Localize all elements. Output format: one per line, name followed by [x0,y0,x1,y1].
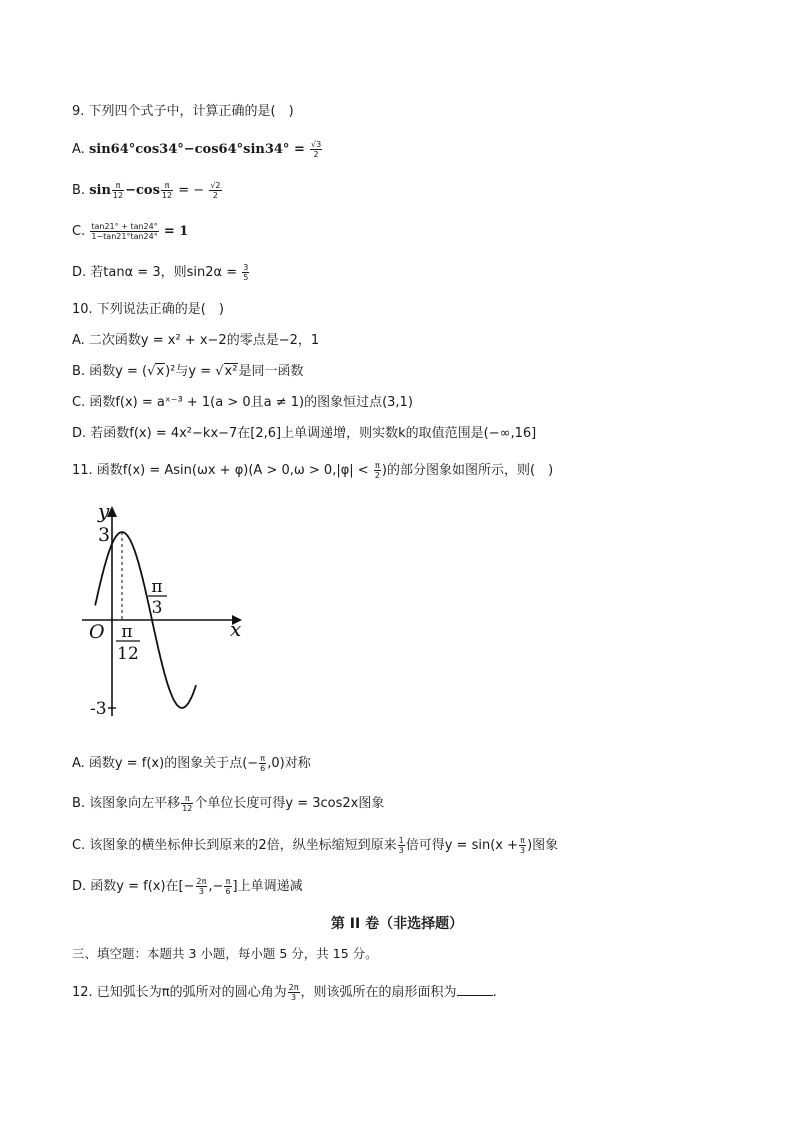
origin-label: O [89,621,105,643]
tick-pi12-den: 12 [117,644,139,664]
q11-option-c: C. 该图象的横坐标伸长到原来的2倍，纵坐标缩短到原来 $\frac{1}{3}$ 倍可得y = sin(x + $\frac{\pi}{3}$ )图象 [72,836,559,855]
q10-option-a: A. 二次函数y = x² + x−2的零点是−2，1 [72,333,320,348]
y-axis-label: y [98,500,110,523]
answer-blank[interactable] [457,983,493,996]
sine-graph-svg [78,500,258,725]
section-title: 第 II 卷（非选择题） [330,916,464,932]
q9-option-b: B. sin $\frac{\pi}{12}$ −cos $\frac{\pi}{12}$ = − $\frac{√2}{2}$ [72,181,221,200]
max-label: 3 [98,524,111,546]
q10-option-b: B. 函数y = (√x)²与y = √x²是同一函数 [72,364,304,379]
tick-pi12-num: π [121,622,133,642]
tick-pi3-den: 3 [151,598,163,618]
sine-graph-figure [78,500,258,729]
part3-header: 三、填空题：本题共 3 小题，每小题 5 分，共 15 分。 [72,946,378,961]
tick-pi3-num: π [151,577,163,597]
x-axis-label: x [230,617,242,641]
q11-option-a: A. 函数y = f(x)的图象关于点(− $\frac{\pi}{6}$ ,0)对称 [72,754,311,773]
q9-option-a: A. sin64°cos34°−cos64°sin34° = $\frac{√3}{2}$ [72,140,322,159]
q10-option-c: C. 函数f(x) = aˣ⁻³ + 1(a > 0且a ≠ 1)的图象恒过点(3,1) [72,395,413,410]
q10-stem: 10. 下列说法正确的是( ) [72,302,224,317]
q11-option-b: B. 该图象向左平移 $\frac{\pi}{12}$ 个单位长度可得y = 3cos2x图象 [72,794,385,813]
q9-option-d: D. 若tanα = 3，则sin2α = $\frac{3}{5}$ [72,263,249,282]
q10-option-d: D. 若函数f(x) = 4x²−kx−7在[2,6]上单调递增，则实数k的取值范围是(−∞,16] [72,426,537,441]
min-label: -3 [90,699,107,719]
q9-stem: 9. 下列四个式子中，计算正确的是( ) [72,104,294,119]
q11-option-d: D. 函数y = f(x)在[− $\frac{2\pi}{3}$ ,− $\frac{\pi}{6}$ ]上单调递减 [72,877,303,896]
q9-option-c: C. $\frac{\tan 21^\circ + \tan 24^\circ}{1-\tan 21^\circ\tan 24^\circ}$ = 1 [72,222,189,241]
q12-stem: 12. 已知弧长为π的弧所对的圆心角为 $\frac{2\pi}{3}$ ，则该弧所在的扇形面积为 . [72,983,497,1002]
q11-stem: 11. 函数f(x) = Asin(ωx + φ)(A > 0,ω > 0,|φ| < $\frac{\pi}{2}$ )的部分图象如图所示，则( ) [72,461,554,480]
